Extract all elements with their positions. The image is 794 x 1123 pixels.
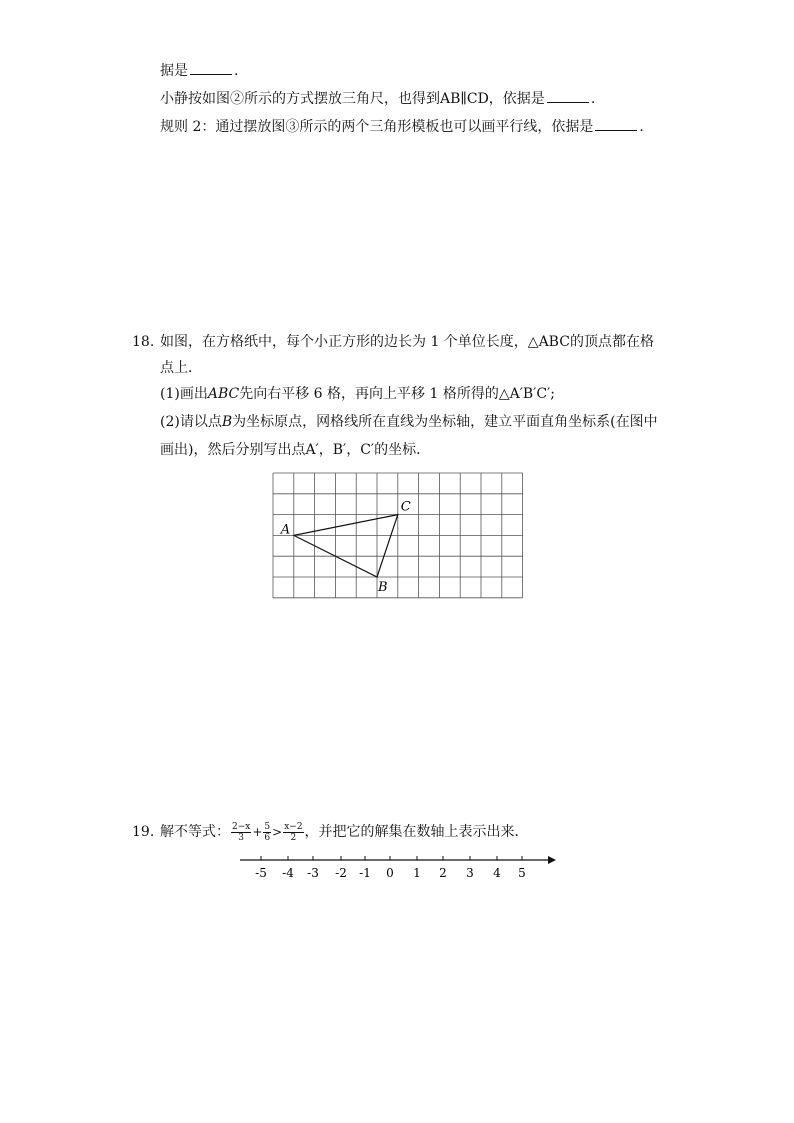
q19-suffix: ，并把它的解集在数轴上表示出来． (304, 824, 529, 840)
q18-part2-line2: 画出)，然后分别写出点A′，B′，C′的坐标． (160, 442, 431, 458)
number-line-tick-label: -5 (255, 866, 267, 880)
q19-prefix: 解不等式： (160, 824, 230, 840)
q18-part1-italic: ABC (207, 386, 240, 402)
q18-part2-rest: 为坐标原点，网格线所在直线为坐标轴，建立平面直角坐标系(在图中 (232, 414, 658, 430)
q17-line1-text: 据是 (160, 63, 188, 79)
fraction-2-denominator: 6 (264, 832, 271, 843)
vertex-label-b: B (378, 580, 388, 595)
q18-part1 (160, 384, 555, 404)
number-line-tick-label: -4 (282, 866, 294, 880)
vertex-label-c: C (400, 499, 411, 515)
number-line-tick-label: -2 (335, 866, 347, 880)
q18-stem-line1: 如图，在方格纸中，每个小正方形的边长为 1 个单位长度，△ABC的顶点都在格 (160, 334, 654, 350)
grid-figure (272, 472, 524, 600)
fraction-1-numerator: 2−x (232, 821, 251, 832)
number-line-tick-label: 1 (413, 866, 421, 880)
answer-blank[interactable] (547, 88, 589, 103)
q17-line1 (160, 60, 238, 81)
plus-sign: + (252, 825, 263, 839)
q18-part1-prefix: (1)画出 (160, 386, 208, 402)
q17-line3-end: . (639, 119, 644, 135)
question-number: 18. (132, 334, 155, 350)
q17-line1-end: . (234, 63, 239, 79)
triangle-abc (294, 515, 398, 577)
q19-stem (160, 818, 529, 846)
number-line-tick-label: 5 (518, 866, 526, 880)
answer-blank[interactable] (190, 60, 232, 75)
fraction-3-numerator: x−2 (284, 821, 303, 832)
q17-line2-end: . (590, 91, 596, 107)
number-line-tick-label: 3 (466, 866, 474, 880)
q18-part2 (160, 412, 658, 432)
q17-line3 (160, 116, 644, 137)
q17-line3-text: 规则 2：通过摆放图③所示的两个三角形模板也可以画平行线，依据是 (160, 119, 594, 135)
fraction-2 (263, 822, 271, 843)
number-line-tick-label: 0 (386, 866, 394, 880)
number-line (236, 850, 560, 886)
greater-than-sign: > (272, 825, 283, 839)
fraction-1-denominator: 3 (238, 832, 245, 843)
fraction-2-numerator: 5 (264, 821, 271, 832)
q18-part1-rest: 先向右平移 6 格，再向上平移 1 格所得的△A′B′C′; (239, 386, 555, 402)
grid-lines (273, 473, 523, 598)
number-line-tick-label: 2 (439, 866, 447, 880)
fraction-3 (283, 822, 303, 843)
fraction-3-denominator: 2 (290, 832, 297, 843)
arrow-right-icon (548, 856, 556, 864)
q17-line2-text: 小静按如图②所示的方式摆放三角尺，也得到AB∥CD，依据是 (160, 91, 545, 107)
number-line-tick-label: -3 (307, 866, 319, 880)
q18-stem-line2: 点上． (160, 360, 202, 376)
number-line-tick-label: 4 (493, 866, 501, 880)
q18-part2-italic: B (221, 414, 233, 430)
q18-part2-prefix: (2)请以点 (160, 414, 222, 430)
vertex-label-a: A (280, 522, 291, 538)
question-number: 19. (132, 824, 155, 840)
fraction-1 (231, 822, 251, 843)
q17-line2 (160, 88, 595, 109)
answer-blank[interactable] (595, 116, 637, 131)
number-line-tick-label: -1 (359, 866, 371, 880)
